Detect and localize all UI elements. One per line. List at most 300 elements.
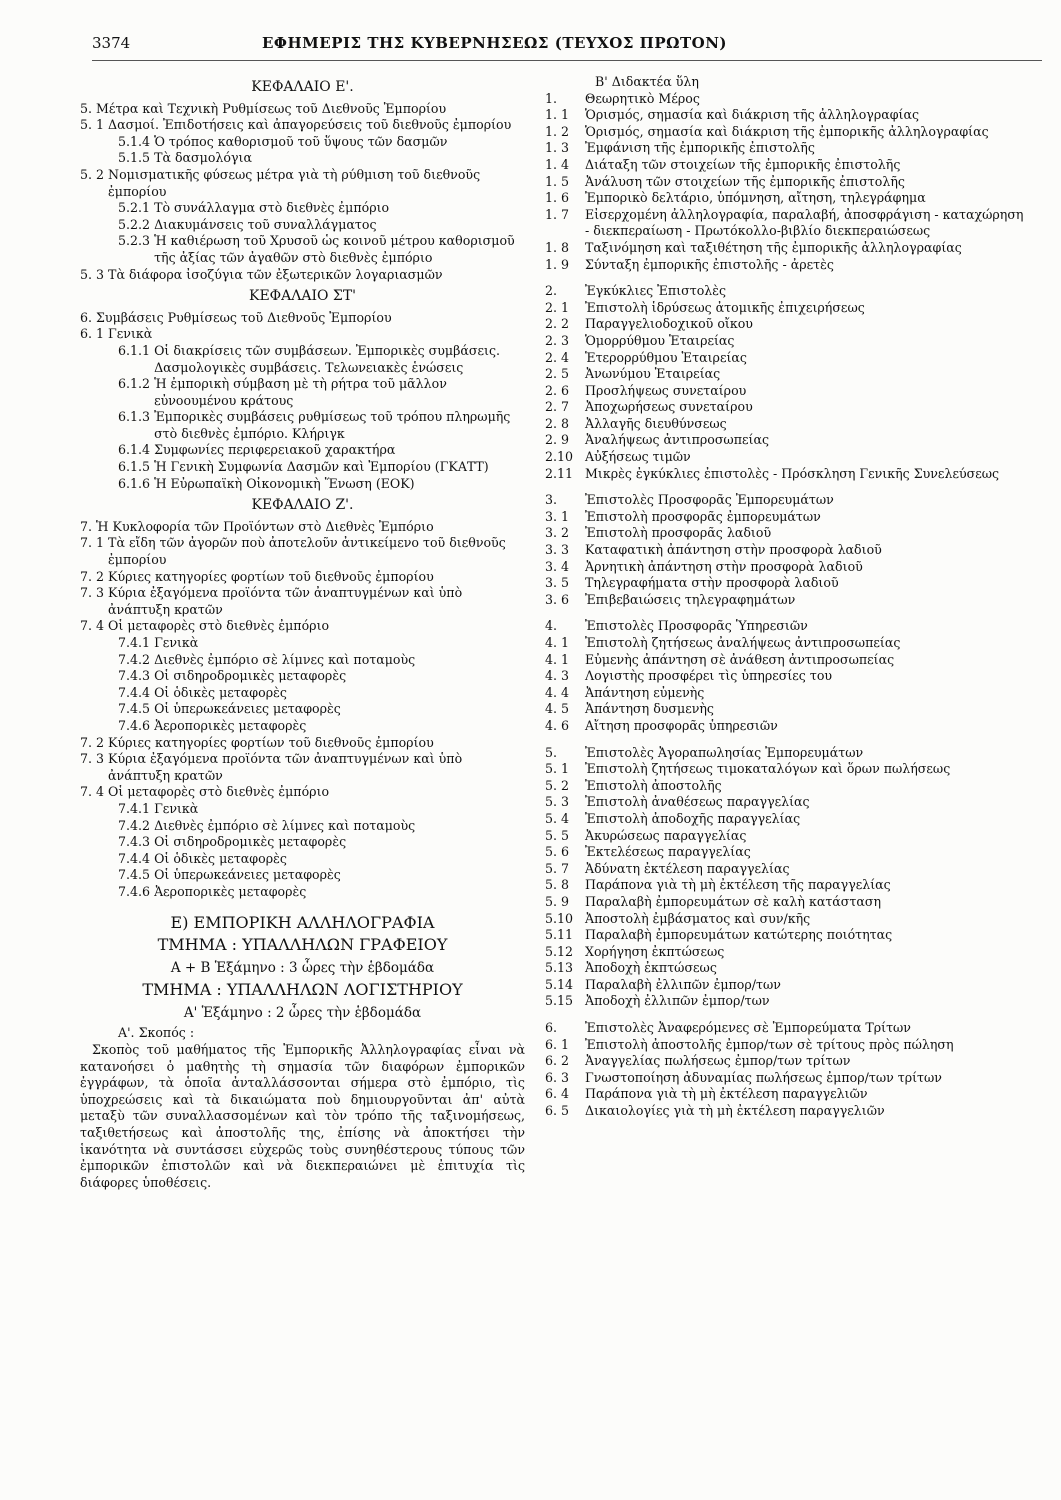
- outline-number: 6.1.2: [118, 376, 155, 392]
- syllabus-text: Ἐπιστολὴ ἀποδοχῆς παραγγελίας: [585, 810, 801, 826]
- aim-title: Α'. Σκοπός :: [118, 1025, 195, 1041]
- aim-paragraph: Σκοπὸς τοῦ μαθήματος τῆς Ἐμπορικῆς Ἀλληλογραφίας εἶναι νὰ κατανοήσει ὁ μαθητὴς τὴ σημασία τῶν διαφόρων ἐμπορικῶν ἐγγράφων, τὰ ὁποῖα ἀνταλλάσσονται σήμερα στὸ ἐμπόριο, τὶς ὑποχρεώσεις καὶ τὰ δικαιώματα ποὺ δημιουργοῦνται ἀπ' αὐτὰ μεταξὺ τῶν συναλλασσομένων καὶ τὸν τρόπο τῆς ταξινομήσεως, ταξιθετήσεως καὶ ἀποστολῆς της, ἐπίσης νὰ ἀποκτήσει τὴν ἱκανότητα νὰ συντάσσει εὐχερῶς τοὺς συνηθέστερους τύπους τῶν ἐμπορικῶν ἐπιστολῶν καὶ νὰ διεκπεραιώνει μὲ ἐπιτυχία τὶς διάφορες ὑποθέσεις.: [80, 1042, 525, 1190]
- syllabus-number: 5. 6: [545, 844, 570, 860]
- syllabus-item: [545, 1053, 1025, 1070]
- syllabus-number: 5.15: [545, 993, 574, 1009]
- syllabus-text: Παράπονα γιὰ τὴ μὴ ἐκτέλεση παραγγελιῶν: [585, 1086, 868, 1102]
- outline-item: [80, 535, 525, 568]
- syllabus-item: [545, 240, 1025, 257]
- syllabus-text: Παραγγελιοδοχικοῦ οἴκου: [585, 316, 753, 332]
- syllabus-number: 3. 4: [545, 558, 570, 574]
- department-1: ΤΜΗΜΑ : ΥΠΑΛΛΗΛΩΝ ΓΡΑΦΕΙΟΥ: [157, 935, 448, 955]
- outline-text: Κύρια ἐξαγόμενα προϊόντα τῶν ἀναπτυγμένων καὶ ὑπὸ ἀνάπτυξη κρατῶν: [108, 585, 463, 617]
- syllabus-text: Ἀποδοχὴ ἐλλιπῶν ἐμπορ/των: [585, 993, 770, 1009]
- chapter-7-list: [80, 519, 525, 901]
- syllabus-item: [545, 894, 1025, 911]
- outline-number: 7. 2: [80, 734, 109, 750]
- syllabus-item: [545, 432, 1025, 449]
- running-title: ΕΦΗΜΕΡΙΣ ΤΗΣ ΚΥΒΕΡΝΗΣΕΩΣ (ΤΕΥΧΟΣ ΠΡΩΤΟΝ): [262, 34, 727, 52]
- outline-item: [80, 867, 525, 884]
- group-gap: [545, 1010, 1025, 1020]
- syllabus-text: Ἀποχωρήσεως συνεταίρου: [585, 399, 753, 415]
- outline-number: 5. 1: [80, 117, 109, 133]
- syllabus-item: [545, 828, 1025, 845]
- syllabus-number: 1. 1: [545, 107, 570, 123]
- syllabus-number: 6. 3: [545, 1069, 570, 1085]
- syllabus-item: [545, 416, 1025, 433]
- syllabus-item: [545, 685, 1025, 702]
- outline-number: 5. 2: [80, 166, 109, 182]
- outline-number: 7.4.1: [118, 800, 155, 816]
- syllabus-item: [545, 977, 1025, 994]
- syllabus-text: Ἀνωνύμου Ἑταιρείας: [585, 366, 721, 382]
- outline-item: [80, 117, 525, 134]
- syllabus-number: 5.13: [545, 960, 574, 976]
- outline-number: 7.4.6: [118, 717, 155, 733]
- outline-item: [80, 459, 525, 476]
- syllabus-item: [545, 778, 1025, 795]
- outline-number: 7.4.5: [118, 867, 155, 883]
- syllabus-item: [545, 861, 1025, 878]
- group-gap: [545, 608, 1025, 618]
- syllabus-item: [545, 466, 1025, 483]
- syllabus-text: Ἐκτελέσεως παραγγελίας: [585, 844, 751, 860]
- syllabus-text: Ἐπιστολὴ ἀναθέσεως παραγγελίας: [585, 794, 810, 810]
- outline-item: [80, 818, 525, 835]
- outline-text: Ἡ Κυκλοφορία τῶν Προϊόντων στὸ Διεθνὲς Ἐμπόριο: [96, 518, 434, 534]
- syllabus-number: 1. 6: [545, 190, 570, 206]
- outline-number: 7. 3: [80, 751, 109, 767]
- syllabus-item: [545, 575, 1025, 592]
- outline-number: 5.2.2: [118, 216, 155, 232]
- syllabus-item: [545, 140, 1025, 157]
- outline-number: 6. 1: [80, 326, 109, 342]
- syllabus-text: Ἀδύνατη ἐκτέλεση παραγγελίας: [585, 860, 790, 876]
- syllabus-item: [545, 668, 1025, 685]
- outline-item: [80, 376, 525, 409]
- syllabus-text: Ἐπιστολὲς Προσφορᾶς Ἐμπορευμάτων: [585, 492, 834, 508]
- syllabus-item: [545, 542, 1025, 559]
- syllabus-item: [545, 91, 1025, 108]
- outline-item: [80, 569, 525, 586]
- outline-item: [80, 884, 525, 901]
- syllabus-text: Ἐπιστολὴ προσφορᾶς λαδιοῦ: [585, 525, 772, 541]
- right-column: [545, 74, 1025, 1120]
- syllabus-text: Ἐπιστολὴ ἀποστολῆς: [585, 777, 722, 793]
- outline-text: Ἡ Γενικὴ Συμφωνία Δασμῶν καὶ Ἐμπορίου (ΓΚΑΤΤ): [154, 459, 489, 475]
- syllabus-text: Ἀναλήψεως ἀντιπροσωπείας: [585, 432, 769, 448]
- syllabus-text: Ἐγκύκλιες Ἐπιστολὲς: [585, 283, 727, 299]
- syllabus-text: Προσλήψεως συνεταίρου: [585, 382, 747, 398]
- syllabus-text: Εὐμενὴς ἀπάντηση σὲ ἀνάθεση ἀντιπροσωπείας: [585, 651, 895, 667]
- section-title: Ε) ΕΜΠΟΡΙΚΗ ΑΛΛΗΛΟΓΡΑΦΙΑ: [170, 912, 435, 932]
- syllabus-item: [545, 366, 1025, 383]
- syllabus-text: Μικρὲς ἐγκύκλιες ἐπιστολὲς - Πρόσκληση Γενικῆς Συνελεύσεως: [585, 465, 1000, 481]
- syllabus-number: 5.10: [545, 910, 574, 926]
- syllabus-text: Εἰσερχομένη ἀλληλογραφία, παραλαβή, ἀποσφράγιση - καταχώρηση - διεκπεραίωση - Πρωτόκολλο-βιβλίο διεκπεραιώσεως: [585, 206, 1024, 239]
- syllabus-number: 5. 2: [545, 777, 570, 793]
- outline-text: Διεθνὲς ἐμπόριο σὲ λίμνες καὶ ποταμοὺς: [154, 817, 416, 833]
- syllabus-item: [545, 811, 1025, 828]
- syllabus-number: 2. 9: [545, 432, 570, 448]
- syllabus-text: Σύνταξη ἐμπορικῆς ἐπιστολῆς - ἀρετὲς: [585, 256, 834, 272]
- syllabus-text: Ἐπιστολὲς Ἀναφερόμενες σὲ Ἐμπορεύματα Τρίτων: [585, 1020, 911, 1036]
- outline-text: Τὰ διάφορα ἰσοζύγια τῶν ἐξωτερικῶν λογαριασμῶν: [108, 266, 443, 282]
- syllabus-item: [545, 794, 1025, 811]
- syllabus-number: 2.: [545, 283, 558, 299]
- outline-text: Διεθνὲς ἐμπόριο σὲ λίμνες καὶ ποταμοὺς: [154, 651, 416, 667]
- syllabus-text: Ὁρισμός, σημασία καὶ διάκριση τῆς ἐμπορικῆς ἀλληλογραφίας: [585, 123, 989, 139]
- outline-number: 7.4.5: [118, 701, 155, 717]
- group-gap: [545, 273, 1025, 283]
- outline-item: [80, 200, 525, 217]
- chapter-5-title: ΚΕΦΑΛΑΙΟ Ε'.: [251, 79, 354, 95]
- outline-text: Οἱ μεταφορὲς στὸ διεθνὲς ἐμπόριο: [108, 784, 330, 800]
- syllabus-text: Παράπονα γιὰ τὴ μὴ ἐκτέλεση τῆς παραγγελίας: [585, 877, 891, 893]
- syllabus-item: [545, 333, 1025, 350]
- outline-item: [80, 310, 525, 327]
- outline-text: Γενικὰ: [154, 635, 199, 650]
- outline-text: Ἐμπορικὲς συμβάσεις ρυθμίσεως τοῦ τρόπου πληρωμῆς στὸ διεθνὲς ἐμπόριο. Κλήριγκ: [154, 409, 511, 441]
- outline-text: Οἱ σιδηροδρομικὲς μεταφορὲς: [154, 668, 347, 684]
- outline-number: 5.1.4: [118, 133, 155, 149]
- syllabus-item: [545, 927, 1025, 944]
- outline-item: [80, 701, 525, 718]
- outline-text: Οἱ ὑπερωκεάνειες μεταφορὲς: [154, 867, 341, 883]
- syllabus-item: [545, 1086, 1025, 1103]
- syllabus-item: [545, 877, 1025, 894]
- outline-item: [80, 751, 525, 784]
- syllabus-item: [545, 1103, 1025, 1120]
- syllabus-number: 5.: [545, 744, 558, 760]
- semester-2: Α' Ἑξάμηνο : 2 ὧρες τὴν ἑβδομάδα: [183, 1004, 422, 1021]
- outline-text: Οἱ ὁδικὲς μεταφορὲς: [154, 684, 287, 700]
- syllabus-text: Ἐπιστολὴ ἀποστολῆς ἐμπορ/των σὲ τρίτους πρὸς πώληση: [585, 1036, 954, 1052]
- syllabus-number: 5.11: [545, 927, 574, 943]
- syllabus-item: [545, 718, 1025, 735]
- syllabus-number: 1. 8: [545, 239, 570, 255]
- outline-text: Ἀεροπορικὲς μεταφορὲς: [154, 717, 307, 733]
- outline-text: Ἡ καθιέρωση τοῦ Χρυσοῦ ὡς κοινοῦ μέτρου καθορισμοῦ τῆς ἀξίας τῶν ἀγαθῶν στὸ διεθνὲς ἐμπόριο: [154, 233, 515, 265]
- outline-item: [80, 134, 525, 151]
- outline-text: Τὰ εἴδη τῶν ἀγορῶν ποὺ ἀποτελοῦν ἀντικείμενο τοῦ διεθνοῦς ἐμπορίου: [108, 535, 506, 568]
- outline-text: Διακυμάνσεις τοῦ συναλλάγματος: [154, 216, 377, 232]
- outline-item: [80, 585, 525, 618]
- outline-number: 7.4.4: [118, 850, 155, 866]
- syllabus-item: [545, 383, 1025, 400]
- syllabus-item: [545, 960, 1025, 977]
- syllabus-number: 2. 3: [545, 332, 570, 348]
- syllabus-text: Ἀκυρώσεως παραγγελίας: [585, 827, 747, 843]
- syllabus-item: [545, 844, 1025, 861]
- outline-item: [80, 718, 525, 735]
- syllabus-text: Αἴτηση προσφορᾶς ὑπηρεσιῶν: [585, 717, 778, 733]
- semester-1: Α + Β Ἑξάμηνο : 3 ὧρες τὴν ἑβδομάδα: [170, 959, 435, 976]
- group-gap: [545, 735, 1025, 745]
- outline-text: Οἱ ὁδικὲς μεταφορὲς: [154, 850, 287, 866]
- group-gap: [545, 482, 1025, 492]
- outline-item: [80, 326, 525, 343]
- syllabus-number: 5.12: [545, 943, 574, 959]
- syllabus-item: [545, 399, 1025, 416]
- syllabus-item: [545, 701, 1025, 718]
- syllabus-item: [545, 257, 1025, 274]
- syllabus-item: [545, 157, 1025, 174]
- syllabus-item: [545, 300, 1025, 317]
- outline-text: Ὁ τρόπος καθορισμοῦ τοῦ ὕψους τῶν δασμῶν: [154, 133, 448, 149]
- outline-item: [80, 150, 525, 167]
- syllabus-text: Χορήγηση ἐκπτώσεως: [585, 943, 725, 959]
- outline-number: 5.1.5: [118, 150, 155, 166]
- syllabus-text: Γνωστοποίηση ἀδυναμίας πωλήσεως ἐμπορ/των τρίτων: [585, 1069, 942, 1085]
- outline-number: 5.2.1: [118, 200, 155, 216]
- outline-item: [80, 519, 525, 536]
- outline-item: [80, 851, 525, 868]
- syllabus-number: 3. 5: [545, 575, 570, 591]
- syllabus-item: [545, 207, 1025, 240]
- outline-text: Μέτρα καὶ Τεχνικὴ Ρυθμίσεως τοῦ Διεθνοῦς Ἐμπορίου: [96, 100, 447, 116]
- outline-text: Κύριες κατηγορίες φορτίων τοῦ διεθνοῦς ἐμπορίου: [108, 734, 434, 750]
- syllabus-text: Ἀναγγελίας πωλήσεως ἐμπορ/των τρίτων: [585, 1053, 851, 1069]
- syllabus-text: Ἐμφάνιση τῆς ἐμπορικῆς ἐπιστολῆς: [585, 140, 815, 156]
- syllabus-number: 4. 4: [545, 684, 570, 700]
- syllabus-item: [545, 993, 1025, 1010]
- outline-number: 7. 3: [80, 585, 109, 601]
- syllabus-number: 3. 6: [545, 591, 570, 607]
- outline-text: Ἀεροπορικὲς μεταφορὲς: [154, 883, 307, 899]
- outline-item: [80, 101, 525, 118]
- syllabus-text: Ἀνάλυση τῶν στοιχείων τῆς ἐμπορικῆς ἐπιστολῆς: [585, 173, 905, 189]
- syllabus-number: 3. 2: [545, 525, 570, 541]
- syllabus-text: Ἐμπορικὸ δελτάριο, ὑπόμνηση, αἴτηση, τηλεγράφημα: [585, 190, 926, 206]
- left-column: [80, 74, 525, 1191]
- syllabus-item: [545, 350, 1025, 367]
- syllabus-item: [545, 283, 1025, 300]
- syllabus-text: Αὐξήσεως τιμῶν: [585, 449, 691, 465]
- syllabus-text: Διάταξη τῶν στοιχείων τῆς ἐμπορικῆς ἐπιστολῆς: [585, 156, 901, 172]
- syllabus-number: 4. 1: [545, 651, 570, 667]
- outline-item: [80, 476, 525, 493]
- syllabus-item: [545, 174, 1025, 191]
- outline-number: 7.4.1: [118, 635, 155, 650]
- outline-text: Γενικὰ: [154, 800, 199, 816]
- syllabus-item: [545, 107, 1025, 124]
- outline-item: [80, 635, 525, 652]
- syllabus-item: [545, 1037, 1025, 1054]
- syllabus-number: 5. 1: [545, 761, 570, 777]
- outline-text: Οἱ ὑπερωκεάνειες μεταφορὲς: [154, 701, 341, 717]
- syllabus-number: 2. 6: [545, 382, 570, 398]
- outline-item: [80, 233, 525, 266]
- outline-text: Κύριες κατηγορίες φορτίων τοῦ διεθνοῦς ἐμπορίου: [108, 568, 434, 584]
- syllabus-item: [545, 1020, 1025, 1037]
- syllabus-number: 2. 1: [545, 299, 570, 315]
- syllabus-number: 2.10: [545, 449, 574, 465]
- syllabus-item: [545, 124, 1025, 141]
- syllabus-number: 5. 5: [545, 827, 570, 843]
- chapter-7-title: ΚΕΦΑΛΑΙΟ Ζ'.: [251, 497, 354, 514]
- syllabus-number: 5. 8: [545, 877, 570, 893]
- outline-number: 7. 4: [80, 618, 109, 634]
- syllabus-title: Β' Διδακτέα ὕλη: [595, 74, 699, 89]
- outline-number: 6.1.4: [118, 442, 155, 458]
- syllabus-text: Τηλεγραφήματα στὴν προσφορὰ λαδιοῦ: [585, 575, 839, 591]
- outline-item: [80, 668, 525, 685]
- outline-number: 7.4.3: [118, 668, 155, 684]
- outline-number: 5. 3: [80, 266, 109, 282]
- syllabus-item: [545, 190, 1025, 207]
- outline-text: Γενικὰ: [108, 326, 153, 342]
- outline-number: 5.: [80, 100, 97, 116]
- syllabus-number: 3. 3: [545, 542, 570, 558]
- outline-text: Τὸ συνάλλαγμα στὸ διεθνὲς ἐμπόριο: [154, 200, 390, 216]
- syllabus-number: 2. 7: [545, 399, 570, 415]
- outline-item: [80, 217, 525, 234]
- chapter-6-title: ΚΕΦΑΛΑΙΟ ΣΤ': [248, 288, 357, 305]
- outline-text: Οἱ μεταφορὲς στὸ διεθνὲς ἐμπόριο: [108, 618, 330, 634]
- syllabus-text: Παραλαβὴ ἐμπορευμάτων κατώτερης ποιότητας: [585, 927, 893, 943]
- department-2: ΤΜΗΜΑ : ΥΠΑΛΛΗΛΩΝ ΛΟΓΙΣΤΗΡΙΟΥ: [142, 980, 463, 1000]
- header-rule: [92, 60, 1042, 61]
- syllabus-text: Ἀπάντηση δυσμενὴς: [585, 701, 714, 717]
- syllabus-text: Ὁρισμός, σημασία καὶ διάκριση τῆς ἀλληλογραφίας: [585, 107, 920, 123]
- syllabus-text: Ἐπιβεβαιώσεις τηλεγραφημάτων: [585, 591, 796, 607]
- syllabus-item: [545, 316, 1025, 333]
- syllabus-number: 4. 1: [545, 635, 570, 650]
- outline-item: [80, 784, 525, 801]
- syllabus-number: 1.: [545, 90, 558, 106]
- outline-number: 7.4.3: [118, 834, 155, 850]
- syllabus-number: 6. 4: [545, 1086, 570, 1102]
- syllabus-item: [545, 1070, 1025, 1087]
- syllabus-text: Καταφατικὴ ἀπάντηση στὴν προσφορὰ λαδιοῦ: [585, 542, 882, 558]
- outline-number: 6.1.5: [118, 459, 155, 475]
- syllabus-item: [545, 492, 1025, 509]
- syllabus-number: 4. 3: [545, 668, 570, 684]
- outline-item: [80, 735, 525, 752]
- syllabus-number: 6. 5: [545, 1103, 570, 1119]
- outline-number: 7.4.2: [118, 651, 155, 667]
- outline-number: 7.4.4: [118, 684, 155, 700]
- outline-number: 7. 1: [80, 535, 109, 551]
- outline-text: Οἱ σιδηροδρομικὲς μεταφορὲς: [154, 834, 347, 850]
- outline-item: [80, 618, 525, 635]
- outline-number: 6.1.3: [118, 409, 155, 425]
- syllabus-number: 1. 5: [545, 173, 570, 189]
- outline-number: 7.4.6: [118, 883, 155, 899]
- syllabus-number: 1. 3: [545, 140, 570, 156]
- chapter-6-list: [80, 310, 525, 493]
- syllabus-item: [545, 449, 1025, 466]
- syllabus-item: [545, 652, 1025, 669]
- syllabus-item: [545, 618, 1025, 635]
- syllabus-text: Ἀρνητικὴ ἀπάντηση στὴν προσφορὰ λαδιοῦ: [585, 558, 863, 574]
- syllabus-text: Ἐπιστολὲς Προσφορᾶς Ὑπηρεσιῶν: [585, 618, 808, 634]
- syllabus-number: 4. 5: [545, 701, 570, 717]
- syllabus-text: Ἀπάντηση εὐμενὴς: [585, 684, 705, 700]
- outline-item: [80, 267, 525, 284]
- outline-number: 7. 2: [80, 568, 109, 584]
- outline-number: 7. 4: [80, 784, 109, 800]
- outline-text: Κύρια ἐξαγόμενα προϊόντα τῶν ἀναπτυγμένων καὶ ὑπὸ ἀνάπτυξη κρατῶν: [108, 751, 463, 783]
- syllabus-number: 5. 4: [545, 810, 570, 826]
- syllabus-number: 5. 7: [545, 860, 570, 876]
- syllabus-number: 1. 7: [545, 206, 570, 222]
- outline-text: Δασμοί. Ἐπιδοτήσεις καὶ ἀπαγορεύσεις τοῦ διεθνοῦς ἐμπορίου: [108, 117, 512, 133]
- syllabus-text: Θεωρητικὸ Μέρος: [585, 90, 700, 106]
- syllabus-item: [545, 911, 1025, 928]
- syllabus-item: [545, 635, 1025, 652]
- outline-number: 7.4.2: [118, 817, 155, 833]
- syllabus-number: 1. 2: [545, 123, 570, 139]
- syllabus-text: Ἀλλαγῆς διευθύνσεως: [585, 415, 727, 431]
- syllabus-number: 6. 1: [545, 1036, 570, 1052]
- outline-number: 7.: [80, 518, 97, 534]
- syllabus-text: Ἑτερορρύθμου Ἑταιρείας: [585, 349, 747, 365]
- syllabus-item: [545, 559, 1025, 576]
- syllabus-text: Ἐπιστολὴ ἱδρύσεως ἀτομικῆς ἐπιχειρήσεως: [585, 299, 865, 315]
- syllabus-item: [545, 525, 1025, 542]
- outline-text: Οἱ διακρίσεις τῶν συμβάσεων. Ἐμπορικὲς συμβάσεις. Δασμολογικὲς συμβάσεις. Τελωνειακὲς ἑνώσεις: [154, 342, 501, 375]
- syllabus-text: Ἀποστολὴ ἐμβάσματος καὶ συν/κῆς: [585, 910, 811, 926]
- outline-item: [80, 801, 525, 818]
- outline-number: 5.2.3: [118, 233, 155, 249]
- syllabus-number: 2. 5: [545, 366, 570, 382]
- outline-item: [80, 834, 525, 851]
- syllabus-number: 4.: [545, 618, 558, 634]
- outline-text: Τὰ δασμολόγια: [154, 150, 252, 166]
- syllabus-text: Ἐπιστολὴ προσφορᾶς ἐμπορευμάτων: [585, 508, 821, 524]
- syllabus-number: 5. 3: [545, 794, 570, 810]
- syllabus-number: 5. 9: [545, 893, 570, 909]
- page-header: [92, 34, 1042, 56]
- syllabus-number: 3.: [545, 492, 558, 508]
- outline-number: 6.1.6: [118, 475, 155, 491]
- outline-text: Συμφωνίες περιφερειακοῦ χαρακτήρα: [154, 442, 396, 458]
- syllabus-number: 2. 4: [545, 349, 570, 365]
- outline-item: [80, 685, 525, 702]
- syllabus-number: 2.11: [545, 465, 574, 481]
- syllabus-item: [545, 944, 1025, 961]
- outline-item: [80, 652, 525, 669]
- syllabus-text: Ἐπιστολὴ ζητήσεως τιμοκαταλόγων καὶ ὅρων πωλήσεως: [585, 761, 951, 777]
- outline-item: [80, 167, 525, 200]
- outline-text: Ἡ ἐμπορικὴ σύμβαση μὲ τὴ ρήτρα τοῦ μᾶλλον εὐνοουμένου κράτους: [154, 376, 447, 408]
- syllabus-text: Παραλαβὴ ἐμπορευμάτων σὲ καλὴ κατάσταση: [585, 893, 882, 909]
- syllabus-number: 6. 2: [545, 1053, 570, 1069]
- syllabus-item: [545, 761, 1025, 778]
- syllabus-number: 2. 2: [545, 316, 570, 332]
- syllabus-number: 4. 6: [545, 717, 570, 733]
- syllabus-groups: [545, 91, 1025, 1120]
- syllabus-number: 5.14: [545, 976, 574, 992]
- syllabus-number: 3. 1: [545, 508, 570, 524]
- syllabus-text: Ταξινόμηση καὶ ταξιθέτηση τῆς ἐμπορικῆς ἀλληλογραφίας: [585, 239, 962, 255]
- outline-item: [80, 409, 525, 442]
- syllabus-number: 6.: [545, 1020, 558, 1036]
- syllabus-text: Ἀποδοχὴ ἐκπτώσεως: [585, 960, 717, 976]
- syllabus-number: 2. 8: [545, 415, 570, 431]
- outline-number: 6.: [80, 309, 97, 325]
- outline-text: Ἡ Εὐρωπαϊκὴ Οἰκονομικὴ Ἕνωση (ΕΟΚ): [154, 475, 415, 491]
- outline-text: Συμβάσεις Ρυθμίσεως τοῦ Διεθνοῦς Ἐμπορίου: [96, 309, 392, 325]
- outline-item: [80, 343, 525, 376]
- syllabus-text: Ἐπιστολὴ ζητήσεως ἀναλήψεως ἀντιπροσωπείας: [585, 635, 901, 650]
- syllabus-number: 1. 4: [545, 156, 570, 172]
- syllabus-item: [545, 592, 1025, 609]
- outline-text: Νομισματικῆς φύσεως μέτρα γιὰ τὴ ρύθμιση τοῦ διεθνοῦς ἐμπορίου: [108, 166, 481, 199]
- chapter-5-list: [80, 101, 525, 284]
